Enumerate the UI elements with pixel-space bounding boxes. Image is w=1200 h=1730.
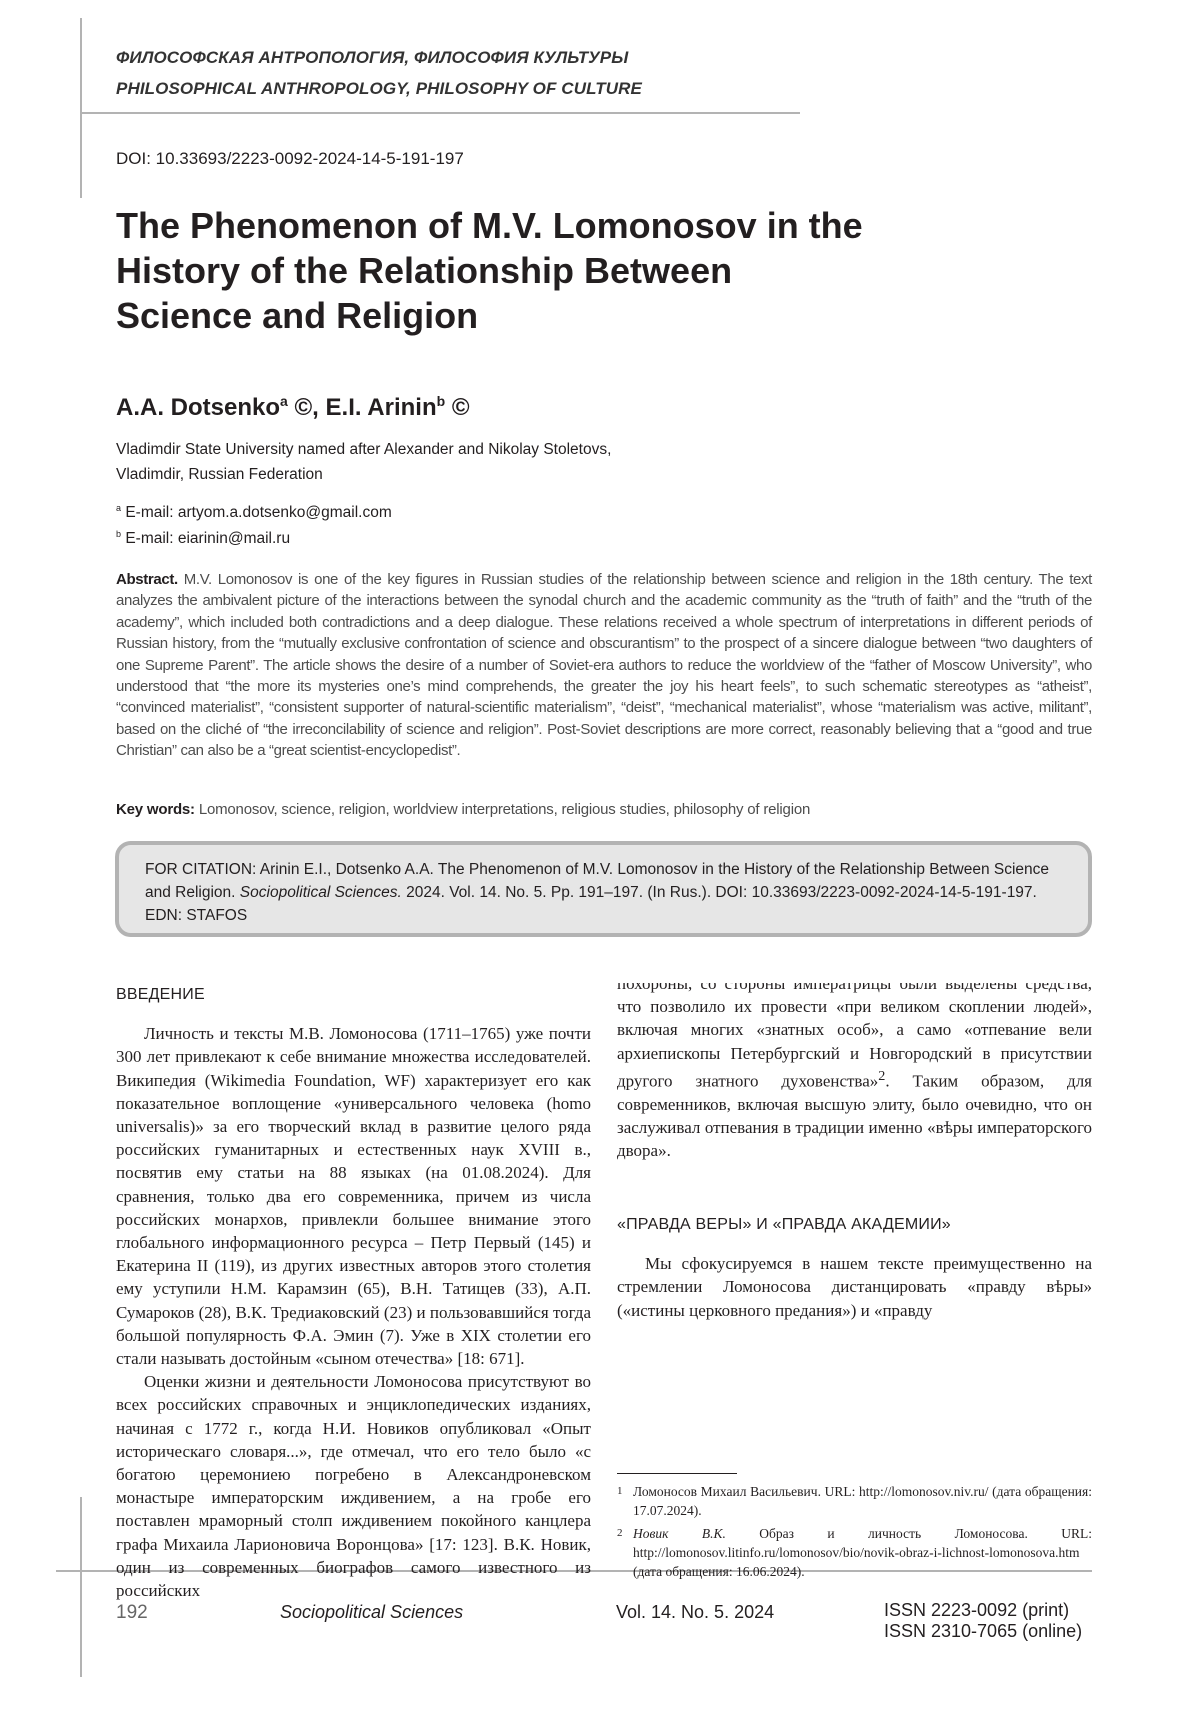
article-title: The Phenomenon of M.V. Lomonosov in the History of the Relationship Between Science and Religion: [116, 203, 876, 338]
footer-journal: Sociopolitical Sciences: [280, 1602, 463, 1623]
body-paragraph: [116, 1370, 591, 1730]
citation-journal: Sociopolitical Sciences.: [240, 884, 402, 901]
issn-print: ISSN 2223-0092 (print): [884, 1600, 1082, 1621]
header-horizontal-rule: [80, 112, 800, 114]
citation-text: FOR CITATION: Arinin E.I., Dotsenko A.A. The Phenomenon of M.V. Lomonosov in the History of the Relationship Between Science and Religion.: [145, 861, 1049, 901]
footnote-body: [633, 1524, 1092, 1581]
orcid-icon[interactable]: ©: [294, 394, 312, 421]
email-superscript: a: [116, 503, 121, 513]
orcid-icon[interactable]: ©: [452, 394, 470, 421]
author-superscript: a: [280, 393, 288, 409]
email-link[interactable]: E-mail: eiarinin@mail.ru: [125, 530, 290, 547]
doi: DOI: 10.33693/2223-0092-2024-14-5-191-197: [116, 149, 464, 169]
citation-box: [115, 841, 1092, 937]
paragraph-text: похороны, со стороны императрицы были выделены средства, что позволило их провести «при великом скоплении людей», включая многих «знатных особ», а само «отпевание вели архиепископы Петербургский и Новгородский в присутствии другого знатного духовенства»: [617, 983, 1092, 1090]
footnote-number: 1: [617, 1482, 623, 1501]
paragraph-continuation-wrap: [617, 983, 1092, 1193]
issn-online: ISSN 2310-7065 (online): [884, 1621, 1082, 1642]
footnote-author: Новик В.К.: [633, 1526, 726, 1541]
keywords-label: Key words:: [116, 801, 195, 818]
email-line: [116, 529, 290, 548]
footer-issn: [884, 1600, 1082, 1642]
email-line: [116, 503, 392, 522]
email-superscript: b: [116, 529, 121, 539]
abstract: [116, 569, 1092, 762]
abstract-label: Abstract.: [116, 571, 178, 588]
header-vertical-rule: [80, 18, 82, 198]
section-title-en: PHILOSOPHICAL ANTHROPOLOGY, PHILOSOPHY OF CULTURE: [116, 79, 642, 99]
footnote-text[interactable]: Образ и личность Ломоносова. URL: http://lomonosov.litinfo.ru/lomonosov/bio/novik-obraz-i-lichnost-lomonosova.htm (дата обращения: 16.06.2024).: [633, 1526, 1092, 1579]
author-superscript: b: [437, 393, 446, 409]
footnote-text[interactable]: Ломоносов Михаил Васильевич. URL: http://lomonosov.niv.ru/ (дата обращения: 17.07.2024).: [633, 1482, 1092, 1520]
body-paragraph: Мы сфокусируемся в нашем тексте преимущественно на стремлении Ломоносова дистанцировать «правду вѣры» («истины церковного предания») и «правду: [617, 1252, 1092, 1322]
footer-vertical-rule: [80, 1497, 82, 1677]
page-number: 192: [116, 1602, 148, 1624]
body-paragraph-continuation: [617, 983, 1092, 1162]
body-paragraph: Личность и тексты М.В. Ломоносова (1711–1765) уже почти 300 лет привлекают к себе внимание множества исследователей. Википедия (Wikimedia Foundation, WF) характеризует его как показательное воплощение «универсального человека (homo universalis)» за его творческий вклад в развитие целого ряда российских гуманитарных и естественных наук XVIII в., посвятив ему статьи на 88 языках (на 01.08.2024). Для сравнения, только два его современника, причем из числа российских монархов, привлекли большее внимание этого глобального информационного ресурса – Петр Первый (145) и Екатерина II (119), из других известных авторов этого столетия ему уступили Н.М. Карамзин (65), В.Н. Татищев (33), А.П. Сумароков (28), В.К. Тредиаковский (23) и пользовавшийся тогда большой популярность Ф.А. Эмин (7). Уже в XIX столетии его стали называть достойным «сыном отечества» [18: 671].: [116, 1022, 591, 1370]
abstract-text: M.V. Lomonosov is one of the key figures in Russian studies of the relationship between science and religion in the 18th century. The text analyzes the ambivalent picture of the interactions between the synodal church and the academic community as the “truth of faith” and the “truth of the academy”, which included both contradictions and a deep dialogue. These relations received a whole spectrum of interpretations in different periods of Russian history, from the “mutually exclusive confrontation of science and obscurantism” to the prospect of a sincere dialogue between “two daughters of one Supreme Parent”. The article shows the desire of a number of Soviet-era authors to reduce the worldview of the “father of Moscow University”, who understood that “the more its mysteries one’s mind comprehends, the greater the joy his heart feels”, to such schematic stereotypes as “atheist”, “convinced materialist”, “consistent supporter of natural-scientific materialism”, “deist”, “mechanical materialist”, whose “materialism was active, militant”, based on the cliché of “the irreconcilability of science and religion”. Post-Soviet descriptions are more correct, reasonably believing that a “good and true Christian” can also be a “great scientist-encyclopedist”.: [116, 571, 1092, 759]
footer-volume: Vol. 14. No. 5. 2024: [616, 1602, 774, 1623]
author-name: A.A. Dotsenko: [116, 394, 280, 421]
footnote-rule: [617, 1473, 737, 1474]
footnote: [617, 1524, 1092, 1581]
body-column-right: [617, 983, 1092, 1322]
footnote: [617, 1482, 1092, 1520]
affiliation-line: Vladimdir State University named after Alexander and Nikolay Stoletovs,: [116, 437, 816, 462]
authors: A.A. Dotsenkoa ©, E.I. Arininb ©: [116, 393, 470, 422]
author-name: E.I. Arinin: [326, 394, 437, 421]
keywords-text: Lomonosov, science, religion, worldview interpretations, religious studies, philosophy of religion: [199, 801, 810, 818]
section-title-ru: ФИЛОСОФСКАЯ АНТРОПОЛОГИЯ, ФИЛОСОФИЯ КУЛЬТУРЫ: [116, 48, 628, 68]
paragraph-text: Оценки жизни и деятельности Ломоносова присутствуют во всех российских справочных и энциклопедических изданиях, начиная с 1772 г., когда Н.И. Новиков опубликовал «Опыт историческагo словаря...», где отмечал, что его тело было «с богатою церемониею погребено в Александроневском монастыре императорским иждивением, а на гробе его поставлен мраморный столп иждивением покойного канцлера графа Михаила Ларионовича Воронцова» [17: 123]. В.К. Новик, один из современных биографов самого известного из российских: [116, 1372, 591, 1600]
footnote-ref[interactable]: 2: [878, 1068, 885, 1084]
affiliation: [116, 437, 816, 487]
section-heading-truth: «ПРАВДА ВЕРЫ» И «ПРАВДА АКАДЕМИИ»: [617, 1213, 1092, 1236]
paragraph-text: . Таким образом, для современников, включая высшую элиту, было очевидно, что он заслуживал отпевания в традиции именно «вѣры императорского двора».: [617, 1071, 1092, 1160]
section-heading-introduction: ВВЕДЕНИЕ: [116, 983, 591, 1006]
citation-details: 2024. Vol. 14. No. 5. Pp. 191–197. (In Rus.). DOI: 10.33693/2223-0092-2024-14-5-191-197. EDN: STAFOS: [145, 884, 1037, 924]
email-link[interactable]: E-mail: artyom.a.dotsenko@gmail.com: [125, 504, 391, 521]
keywords: [116, 801, 1092, 818]
affiliation-line: Vladimdir, Russian Federation: [116, 462, 816, 487]
footnote-number: 2: [617, 1524, 623, 1543]
